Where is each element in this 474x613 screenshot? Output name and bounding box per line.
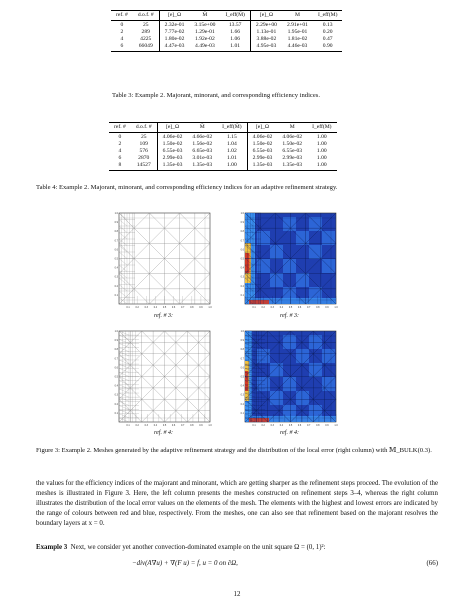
x-tick-label: 0.8	[190, 424, 194, 427]
table-cell: 1.95e-01	[287, 29, 308, 35]
table-cell: 13.57	[220, 21, 250, 30]
x-tick-label: 0.2	[135, 306, 139, 309]
x-tick-label: 0.3	[144, 306, 148, 309]
x-tick-label: 1.0	[208, 424, 212, 427]
table-cell: 1.35e-03	[247, 162, 277, 171]
y-tick-label: 0.3	[240, 275, 244, 279]
x-tick-label: 0.7	[181, 424, 185, 427]
x-tick-label: 0.6	[171, 424, 176, 427]
x-tick-label: 1.0	[334, 306, 338, 309]
y-tick-label: 0.6	[240, 248, 244, 252]
x-tick-label: 0.5	[288, 424, 293, 427]
table-cell: 2	[120, 29, 124, 35]
y-tick-label: 0.3	[240, 393, 244, 397]
table-cell: 2.91e+01	[286, 22, 308, 28]
table-cell: 3.15e+00	[194, 22, 216, 28]
y-tick-label: 0.6	[240, 366, 244, 370]
x-tick-label: 1.0	[334, 424, 338, 427]
column-header: [e]_Ω	[247, 123, 277, 133]
table-cell: 1.15	[217, 133, 247, 142]
column-header: d.o.f. #	[133, 11, 159, 21]
y-tick-label: 0.5	[240, 257, 244, 261]
x-tick-label: 0.4	[279, 306, 284, 309]
table-row	[111, 36, 342, 43]
table-cell: 0.90	[313, 43, 342, 52]
equation-66-number: (66)	[426, 560, 438, 567]
y-tick-label: 0.4	[114, 384, 118, 388]
y-tick-label: 0.1	[114, 411, 118, 415]
label-mesh-ref-4: ref. # 4:	[154, 430, 173, 436]
table-cell: 2	[118, 141, 122, 147]
table-cell: 2.99e-03	[162, 155, 183, 161]
column-header: M	[282, 11, 313, 21]
mesh-plot-ref-3	[113, 209, 214, 310]
table-3-header	[111, 11, 342, 21]
table-cell: 1.50e-02	[252, 141, 273, 147]
page-number: 12	[233, 591, 241, 598]
table-cell: 4.46e-03	[282, 43, 313, 52]
table-cell: 4.06e-02	[252, 134, 273, 140]
y-tick-label: 0.1	[240, 411, 244, 415]
x-tick-label: 0.1	[252, 424, 256, 427]
y-tick-label: 0.2	[114, 402, 118, 406]
x-tick-label: 0.7	[307, 424, 311, 427]
x-tick-label: 0.4	[153, 424, 158, 427]
table-4-body	[109, 133, 337, 171]
x-tick-label: 0.9	[325, 424, 329, 427]
y-tick-label: 0.7	[240, 357, 244, 361]
y-tick-label: 0.4	[114, 266, 118, 270]
y-tick-label: 1.0	[114, 330, 118, 333]
x-tick-label: 0.6	[297, 424, 302, 427]
table-4	[109, 122, 337, 171]
y-tick-label: 0.8	[240, 348, 244, 352]
table-cell: 1.92e-02	[195, 36, 215, 42]
x-tick-label: 0.1	[252, 306, 256, 309]
column-header: ref. #	[111, 11, 133, 21]
table-cell: 1.00	[316, 141, 327, 147]
y-tick-label: 0.1	[240, 293, 244, 297]
table-cell: 4	[120, 36, 124, 42]
y-tick-label: 0.9	[114, 221, 118, 225]
figure-3-caption: Figure 3: Example 2. Meshes generated by the adaptive refinement strategy and the distribution of the local error (right column) with 𝕄_BULK(0.3).	[36, 447, 432, 454]
y-tick-label: 0.3	[114, 275, 118, 279]
y-tick-label: 0.3	[114, 393, 118, 397]
column-header: M̄	[189, 11, 220, 21]
table-cell: 6.55e-03	[282, 148, 303, 154]
table-cell: 6.65e-03	[192, 148, 213, 154]
table-cell: 4225	[133, 36, 159, 43]
table-cell: 0.13	[322, 22, 333, 28]
column-header: I_eff(M̄)	[217, 123, 247, 133]
y-tick-label: 0.7	[240, 239, 244, 243]
table-cell: 6.55e-03	[252, 148, 273, 154]
table-cell: 0.47	[322, 36, 333, 42]
table-row	[109, 162, 337, 171]
table-cell: 1.00	[217, 162, 247, 171]
table-4-header	[109, 123, 337, 133]
table-cell: 1.66	[220, 29, 250, 36]
table-cell: 1.35e-03	[187, 162, 217, 171]
x-tick-label: 0.5	[162, 424, 167, 427]
example-3-title: Example 3	[36, 544, 68, 551]
table-row	[111, 21, 342, 30]
x-tick-label: 0.7	[181, 306, 185, 309]
table-cell: 576	[131, 148, 157, 155]
y-tick-label: 0.7	[114, 239, 118, 243]
table-cell: 0	[120, 22, 124, 28]
y-tick-label: 0.7	[114, 357, 118, 361]
x-tick-label: 0.2	[135, 424, 139, 427]
table-cell: 1.00	[316, 134, 327, 140]
x-tick-label: 0.6	[171, 306, 176, 309]
column-header: [e]_Ω	[157, 123, 187, 133]
table-cell: 6.55e-03	[162, 148, 183, 154]
table-cell: 4.49e-03	[189, 43, 220, 52]
column-header: M	[277, 123, 307, 133]
y-tick-label: 0.5	[114, 257, 118, 261]
x-tick-label: 0.7	[307, 306, 311, 309]
label-mesh-ref-3: ref. # 3:	[154, 313, 173, 319]
x-tick-label: 0.4	[153, 306, 158, 309]
table-cell: 2870	[131, 155, 157, 162]
y-tick-label: 0.8	[114, 348, 118, 352]
y-tick-label: 0.9	[240, 339, 244, 343]
mesh-svg	[113, 209, 214, 310]
error-plot-ref-4	[239, 327, 340, 428]
y-tick-label: 0.9	[114, 339, 118, 343]
table-row	[109, 141, 337, 148]
example-3-text: Next, we consider yet another convection-dominated example on the unit square Ω = (0, 1)²:	[70, 544, 326, 551]
table-cell: 1.00	[316, 155, 327, 161]
table-3-body	[111, 21, 342, 52]
x-tick-label: 0.4	[279, 424, 284, 427]
table-cell: 4	[118, 148, 122, 154]
x-tick-label: 0.9	[199, 306, 203, 309]
y-tick-label: 0.6	[114, 248, 118, 252]
table-cell: 1.50e-02	[282, 141, 303, 147]
table-cell: 1.29e-01	[195, 29, 215, 35]
table-cell: 109	[131, 141, 157, 148]
y-tick-label: 0.8	[240, 230, 244, 234]
y-tick-label: 0.5	[240, 375, 244, 379]
column-header: [e]_Ω	[250, 11, 282, 21]
table-cell: 0.20	[322, 29, 333, 35]
x-tick-label: 0.8	[190, 306, 194, 309]
y-tick-label: 0.2	[114, 284, 118, 288]
table-cell: 1.02	[217, 148, 247, 155]
table-3	[111, 10, 342, 52]
table-row	[111, 29, 342, 36]
table-cell: 4.66e-02	[192, 134, 213, 140]
table-cell: 1.06	[220, 36, 250, 43]
y-tick-label: 0.4	[240, 266, 244, 270]
table-cell: 6	[118, 155, 122, 161]
x-tick-label: 1.0	[208, 306, 212, 309]
x-tick-label: 0.1	[126, 424, 130, 427]
column-header: I_eff(M)	[307, 123, 336, 133]
x-tick-label: 0.9	[199, 424, 203, 427]
x-tick-label: 0.3	[270, 306, 274, 309]
label-error-ref-4: ref. # 4:	[280, 430, 299, 436]
table-cell: 1.81e-02	[287, 36, 308, 42]
table-4-caption: Table 4: Example 2. Majorant, minorant, and corresponding efficiency indices for an adaptive refinement strategy.	[36, 184, 338, 191]
y-tick-label: 0.4	[240, 384, 244, 388]
table-cell: 7.77e-02	[164, 29, 185, 35]
table-cell: 1.04	[217, 141, 247, 148]
table-cell: 4.06e-02	[162, 134, 183, 140]
y-tick-label: 0.6	[114, 366, 118, 370]
x-tick-label: 0.2	[261, 306, 265, 309]
table-cell: 2.29e+00	[255, 22, 277, 28]
table-row	[109, 148, 337, 155]
table-cell: 4.47e-03	[159, 43, 189, 52]
table-cell: 1.01	[217, 155, 247, 162]
y-tick-label: 0.9	[240, 221, 244, 225]
table-cell: 1.00	[307, 162, 336, 171]
table-cell: 14527	[131, 162, 157, 171]
table-cell: 2.99e-03	[282, 155, 303, 161]
body-paragraph: the values for the efficiency indices of the majorant and minorant, which are getting sharper as the refinement steps proceed. The evolution of the meshes is illustrated in Figure 3. Here, the left column presents the meshes constructed on refinement steps 3–4, whereas the right column illustrates the distribution of the local error values on the elements of the mesh. The elements with the highest and lowest errors are indicated by the range of colours between red and blue, respectively. From the meshes, one can also see that refinement based on the majorant resolves the boundary layers at x = 0.	[36, 480, 438, 527]
table-cell: 289	[133, 29, 159, 36]
x-tick-label: 0.8	[316, 424, 320, 427]
table-cell: 66049	[133, 43, 159, 52]
x-tick-label: 0.9	[325, 306, 329, 309]
x-tick-label: 0.3	[270, 424, 274, 427]
mesh-plot-ref-4	[113, 327, 214, 428]
column-header: [e]_Ω	[159, 11, 189, 21]
error-distribution-svg	[239, 327, 340, 428]
y-tick-label: 0.8	[114, 230, 118, 234]
table-cell: 1.56e-02	[192, 141, 213, 147]
column-header: M̄	[187, 123, 217, 133]
column-header: ref. #	[109, 123, 131, 133]
y-tick-label: 1.0	[114, 212, 118, 215]
y-tick-label: 1.0	[240, 330, 244, 333]
table-cell: 4.95e-03	[250, 43, 282, 52]
table-row	[111, 43, 342, 52]
x-tick-label: 0.5	[162, 306, 167, 309]
y-tick-label: 0.2	[240, 402, 244, 406]
table-cell: 1.80e-02	[164, 36, 185, 42]
table-cell: 1.35e-03	[277, 162, 307, 171]
column-header: I_eff(M)	[313, 11, 342, 21]
x-tick-label: 0.1	[126, 306, 130, 309]
table-cell: 25	[131, 133, 157, 142]
table-cell: 25	[133, 21, 159, 30]
error-plot-ref-3	[239, 209, 340, 310]
table-cell: 8	[109, 162, 131, 171]
table-cell: 4.06e-02	[282, 134, 303, 140]
x-tick-label: 0.5	[288, 306, 293, 309]
table-cell: 3.88e-02	[256, 36, 277, 42]
column-header: d.o.f. #	[131, 123, 157, 133]
table-cell: 1.35e-03	[157, 162, 187, 171]
equation-66-body: −div(A∇u) + ∇(F u) = f, u = 0 on ∂Ω,	[132, 560, 238, 567]
table-cell: 6	[111, 43, 133, 52]
table-row	[109, 155, 337, 162]
table-cell: 2.32e-01	[164, 22, 185, 28]
table-cell: 1.00	[316, 148, 327, 154]
y-tick-label: 0.5	[114, 375, 118, 379]
y-tick-label: 0.2	[240, 284, 244, 288]
error-distribution-svg	[239, 209, 340, 310]
equation-66	[36, 559, 438, 569]
y-tick-label: 0.1	[114, 293, 118, 297]
x-tick-label: 0.8	[316, 306, 320, 309]
x-tick-label: 0.3	[144, 424, 148, 427]
table-cell: 1.01	[220, 43, 250, 52]
table-row	[109, 133, 337, 142]
table-cell: 1.50e-02	[162, 141, 183, 147]
label-error-ref-3: ref. # 3:	[280, 313, 299, 319]
x-tick-label: 0.2	[261, 424, 265, 427]
table-cell: 0	[118, 134, 122, 140]
column-header: I_eff(M̄)	[220, 11, 250, 21]
table-cell: 1.13e-01	[256, 29, 277, 35]
example-3-paragraph	[36, 543, 438, 552]
y-tick-label: 1.0	[240, 212, 244, 215]
mesh-svg	[113, 327, 214, 428]
x-tick-label: 0.6	[297, 306, 302, 309]
table-cell: 2.99e-03	[252, 155, 273, 161]
table-3-caption: Table 3: Example 2. Majorant, minorant, and corresponding efficiency indices.	[112, 92, 320, 99]
table-cell: 3.01e-03	[192, 155, 213, 161]
